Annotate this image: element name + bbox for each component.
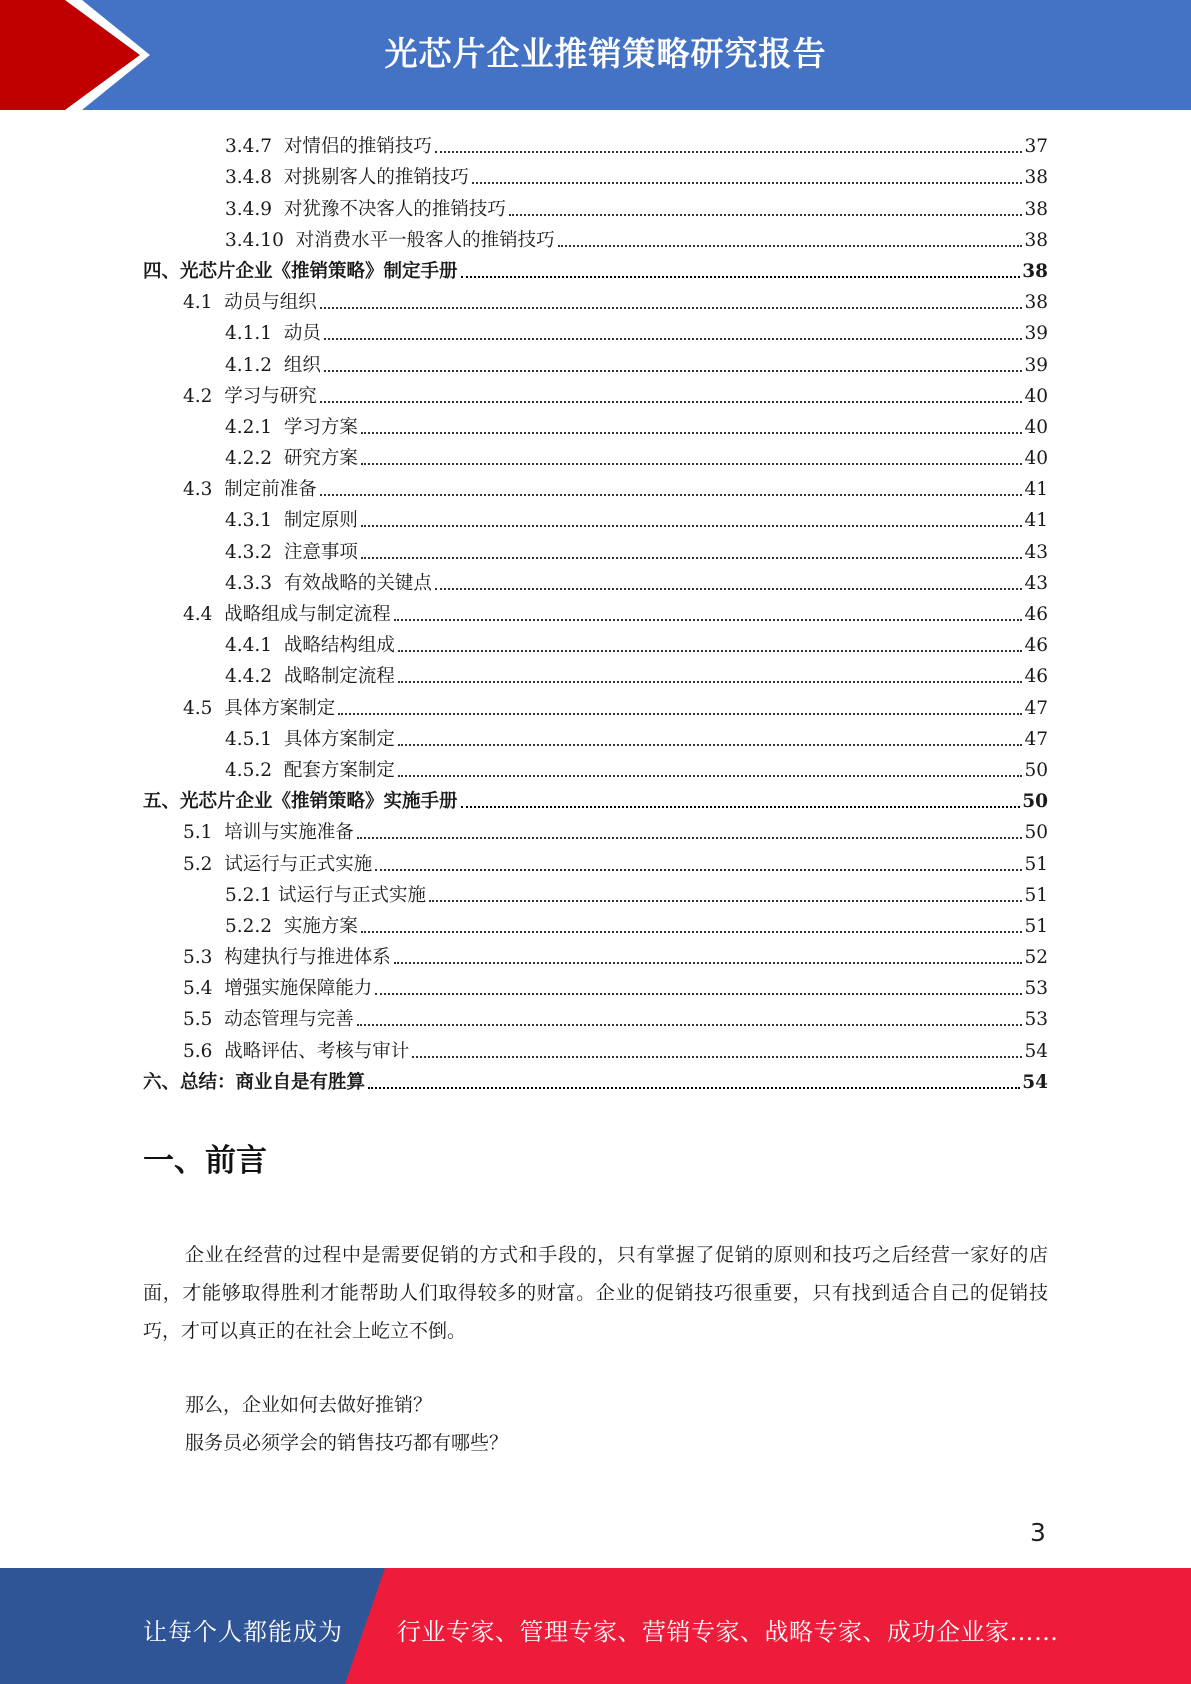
toc-entry-title: 制定前准备 — [224, 479, 317, 501]
toc-entry-title: 试运行与正式实施 — [277, 884, 426, 906]
toc-entry[interactable] — [143, 565, 1048, 596]
toc-entry[interactable] — [143, 939, 1048, 970]
toc-entry-page: 40 — [1024, 448, 1048, 470]
toc-entry[interactable] — [143, 253, 1048, 284]
toc-entry-page: 41 — [1024, 510, 1048, 532]
toc-entry-number: 4.1.2 — [225, 354, 273, 376]
toc-dot-leader — [375, 993, 1022, 995]
toc-entry-number: 5.4 — [183, 978, 213, 1000]
toc-entry-page: 50 — [1024, 822, 1048, 844]
toc-entry[interactable] — [143, 908, 1048, 939]
toc-dot-leader — [435, 588, 1023, 590]
toc-entry-page: 54 — [1024, 1040, 1048, 1062]
table-of-contents — [143, 128, 1048, 1095]
toc-dot-leader — [361, 432, 1023, 434]
toc-entry[interactable] — [143, 752, 1048, 783]
toc-entry-title: 战略评估、考核与审计 — [224, 1040, 410, 1062]
toc-entry-title: 四、光芯片企业《推销策略》制定手册 — [143, 260, 458, 282]
toc-entry[interactable] — [143, 877, 1048, 908]
toc-entry-page: 54 — [1022, 1071, 1048, 1093]
toc-entry[interactable] — [143, 970, 1048, 1001]
toc-entry-page: 43 — [1024, 541, 1048, 563]
toc-entry-title: 研究方案 — [283, 448, 358, 470]
toc-dot-leader — [357, 837, 1023, 839]
toc-entry-page: 39 — [1024, 323, 1048, 345]
toc-entry-page: 46 — [1024, 604, 1048, 625]
toc-entry[interactable] — [143, 346, 1048, 377]
toc-entry-page: 40 — [1024, 385, 1048, 407]
toc-entry[interactable] — [143, 190, 1048, 221]
toc-entry-title: 六、总结：商业自是有胜算 — [143, 1071, 366, 1093]
toc-entry-page: 51 — [1024, 915, 1048, 937]
toc-dot-leader — [320, 494, 1023, 496]
toc-entry-number: 3.4.10 — [225, 229, 284, 251]
toc-entry-title: 具体方案制定 — [283, 728, 395, 750]
toc-entry-number: 4.3.1 — [225, 510, 273, 532]
toc-entry-number: 5.2 — [183, 853, 213, 875]
toc-entry-title: 对消费水平一般客人的推销技巧 — [295, 229, 555, 251]
toc-dot-leader — [324, 370, 1023, 372]
toc-entry-title: 培训与实施准备 — [224, 822, 354, 844]
toc-entry-number: 3.4.8 — [225, 167, 273, 189]
toc-entry[interactable] — [143, 159, 1048, 190]
toc-entry[interactable] — [143, 128, 1048, 159]
toc-entry-number: 4.2 — [183, 385, 213, 407]
toc-entry-title: 战略组成与制定流程 — [224, 604, 391, 625]
toc-entry[interactable] — [143, 783, 1048, 814]
toc-entry-number: 3.4.9 — [225, 198, 273, 220]
toc-dot-leader — [472, 182, 1023, 184]
toc-entry-title: 对挑剔客人的推销技巧 — [283, 167, 469, 189]
toc-entry-number: 4.2.1 — [225, 416, 273, 438]
page-number: 3 — [1030, 1518, 1046, 1547]
toc-dot-leader — [394, 619, 1023, 621]
toc-entry-title: 具体方案制定 — [224, 697, 336, 719]
toc-entry[interactable] — [143, 471, 1048, 502]
toc-entry-title: 试运行与正式实施 — [224, 853, 373, 875]
toc-entry[interactable] — [143, 721, 1048, 752]
toc-dot-leader — [461, 276, 1021, 278]
toc-dot-leader — [320, 401, 1023, 403]
toc-entry-number: 4.4 — [183, 604, 213, 625]
toc-dot-leader — [324, 338, 1023, 340]
toc-entry-page: 53 — [1024, 978, 1048, 1000]
toc-entry-number: 5.1 — [183, 822, 213, 844]
toc-entry-number: 4.5.1 — [225, 728, 273, 750]
toc-dot-leader — [398, 650, 1023, 652]
section-heading: 一、前言 — [143, 1143, 267, 1179]
toc-entry-number: 4.4.1 — [225, 635, 273, 657]
toc-dot-leader — [320, 307, 1023, 309]
toc-dot-leader — [394, 962, 1023, 964]
header-title: 光芯片企业推销策略研究报告 — [384, 34, 827, 73]
toc-entry-page: 51 — [1024, 884, 1048, 906]
toc-entry-title: 战略结构组成 — [283, 635, 395, 657]
toc-dot-leader — [398, 681, 1023, 683]
toc-entry-page: 52 — [1024, 947, 1048, 969]
toc-entry-page: 46 — [1024, 666, 1048, 688]
toc-entry-title: 实施方案 — [283, 915, 358, 937]
toc-dot-leader — [398, 775, 1023, 777]
toc-entry-page: 41 — [1024, 479, 1048, 501]
toc-entry-page: 38 — [1024, 229, 1048, 251]
toc-entry-page: 53 — [1024, 1009, 1048, 1031]
toc-entry-page: 47 — [1024, 697, 1048, 719]
toc-entry-title: 五、光芯片企业《推销策略》实施手册 — [143, 791, 458, 813]
toc-entry[interactable] — [143, 409, 1048, 440]
toc-dot-leader — [361, 557, 1023, 559]
toc-entry-title: 学习方案 — [283, 416, 358, 438]
toc-entry-title: 有效战略的关键点 — [283, 572, 432, 594]
footer-slogan-left: 让每个人都能成为 — [143, 1618, 343, 1646]
toc-entry-number: 4.3.3 — [225, 572, 273, 594]
toc-entry-page: 43 — [1024, 572, 1048, 594]
page-header — [0, 0, 1191, 110]
toc-entry-title: 学习与研究 — [224, 385, 317, 407]
toc-entry-page: 46 — [1024, 635, 1048, 657]
toc-entry[interactable] — [143, 1001, 1048, 1032]
toc-dot-leader — [368, 1087, 1020, 1089]
toc-entry-number: 4.4.2 — [225, 666, 273, 688]
toc-entry-page: 37 — [1024, 136, 1048, 158]
toc-entry-title: 构建执行与推进体系 — [224, 947, 391, 969]
toc-entry-number: 5.2.2 — [225, 915, 273, 937]
question-line-2: 服务员必须学会的销售技巧都有哪些？ — [185, 1432, 509, 1454]
toc-dot-leader — [398, 744, 1023, 746]
toc-entry-title: 对情侣的推销技巧 — [283, 136, 432, 158]
toc-entry[interactable] — [143, 533, 1048, 564]
toc-entry-title: 注意事项 — [283, 541, 358, 563]
toc-entry-title: 组织 — [283, 354, 321, 376]
toc-entry[interactable] — [143, 440, 1048, 471]
toc-dot-leader — [509, 214, 1023, 216]
toc-entry-page: 38 — [1024, 198, 1048, 220]
toc-entry-number: 4.5.2 — [225, 759, 273, 781]
toc-entry-page: 38 — [1024, 167, 1048, 189]
toc-entry-number: 4.3.2 — [225, 541, 273, 563]
toc-dot-leader — [429, 900, 1022, 902]
toc-entry-page: 38 — [1024, 292, 1048, 314]
toc-entry-number: 5.5 — [183, 1009, 213, 1031]
toc-entry-number: 3.4.7 — [225, 136, 273, 158]
toc-entry-number: 4.1 — [183, 292, 213, 314]
toc-entry-page: 38 — [1022, 260, 1048, 282]
toc-dot-leader — [361, 463, 1023, 465]
toc-dot-leader — [412, 1056, 1022, 1058]
toc-entry[interactable] — [143, 689, 1048, 720]
toc-entry-title: 配套方案制定 — [283, 759, 395, 781]
toc-entry[interactable] — [143, 284, 1048, 315]
toc-dot-leader — [558, 245, 1023, 247]
toc-entry-number: 5.6 — [183, 1040, 213, 1062]
toc-entry-title: 战略制定流程 — [283, 666, 395, 688]
toc-dot-leader — [461, 806, 1021, 808]
toc-entry-number: 4.1.1 — [225, 323, 273, 345]
toc-entry[interactable] — [143, 222, 1048, 253]
intro-paragraph: 企业在经营的过程中是需要促销的方式和手段的，只有掌握了促销的原则和技巧之后经营一家好的店面，才能够取得胜利才能帮助人们取得较多的财富。企业的促销技巧很重要，只有找到适合自己的促销技巧，才可以真正的在社会上屹立不倒。 — [143, 1244, 1048, 1342]
toc-entry-title: 动员 — [283, 323, 321, 345]
toc-dot-leader — [435, 151, 1023, 153]
toc-dot-leader — [357, 1024, 1023, 1026]
toc-entry-title: 制定原则 — [283, 510, 358, 532]
toc-entry[interactable] — [143, 596, 1048, 627]
toc-dot-leader — [338, 713, 1022, 715]
toc-entry[interactable] — [143, 1064, 1048, 1095]
toc-entry-number: 5.3 — [183, 947, 213, 969]
toc-entry[interactable] — [143, 845, 1048, 876]
toc-entry[interactable] — [143, 627, 1048, 658]
toc-entry-title: 增强实施保障能力 — [224, 978, 373, 1000]
toc-entry-page: 50 — [1024, 759, 1048, 781]
toc-dot-leader — [375, 869, 1022, 871]
page-footer — [0, 1568, 1191, 1684]
toc-entry[interactable] — [143, 814, 1048, 845]
toc-entry[interactable] — [143, 315, 1048, 346]
toc-entry-number: 5.2.1 — [225, 884, 273, 906]
toc-entry-page: 50 — [1022, 791, 1048, 813]
toc-entry[interactable] — [143, 658, 1048, 689]
toc-entry-number: 4.2.2 — [225, 448, 273, 470]
toc-entry-page: 40 — [1024, 416, 1048, 438]
footer-slogan-right: 行业专家、管理专家、营销专家、战略专家、成功企业家…… — [397, 1618, 1059, 1646]
toc-entry-title: 动员与组织 — [224, 292, 317, 314]
toc-entry-page: 51 — [1024, 853, 1048, 875]
toc-dot-leader — [361, 931, 1023, 933]
question-line-1: 那么，企业如何去做好推销？ — [185, 1394, 433, 1416]
toc-entry-number: 4.5 — [183, 697, 213, 719]
toc-entry-title: 对犹豫不决客人的推销技巧 — [283, 198, 506, 220]
toc-entry-number: 4.3 — [183, 479, 213, 501]
toc-entry-title: 动态管理与完善 — [224, 1009, 354, 1031]
toc-entry[interactable] — [143, 378, 1048, 409]
toc-dot-leader — [361, 525, 1023, 527]
toc-entry-page: 47 — [1024, 728, 1048, 750]
toc-entry[interactable] — [143, 502, 1048, 533]
toc-entry-page: 39 — [1024, 354, 1048, 376]
toc-entry[interactable] — [143, 1032, 1048, 1063]
